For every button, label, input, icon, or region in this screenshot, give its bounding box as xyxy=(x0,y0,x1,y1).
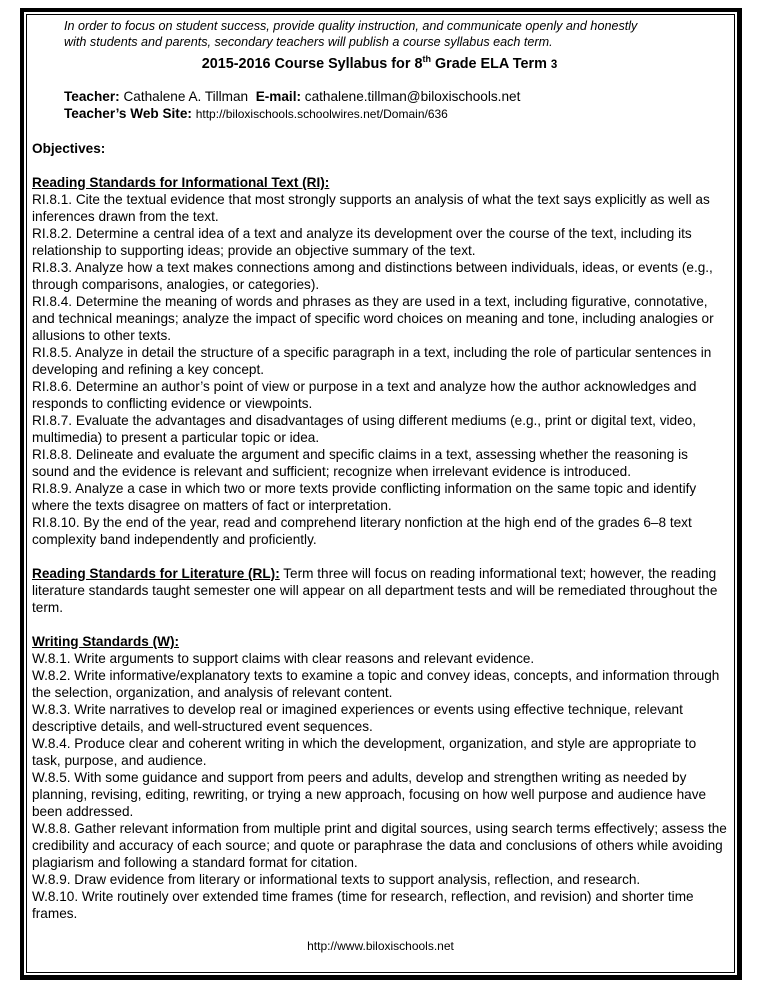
ri-heading: Reading Standards for Informational Text (RI): xyxy=(32,174,330,190)
w-heading: Writing Standards (W): xyxy=(32,633,180,649)
objectives-heading: Objectives: xyxy=(32,140,106,156)
standard-item: W.8.3. Write narratives to develop real or imagined experiences or events using effective technique, relevant descriptive details, and well-structured event sequences. xyxy=(32,701,683,734)
page-border xyxy=(20,8,742,980)
standard-item: W.8.1. Write arguments to support claims with clear reasons and relevant evidence. xyxy=(32,650,535,666)
title-term: 3 xyxy=(550,58,558,71)
standard-item: RI.8.7. Evaluate the advantages and disadvantages of using different mediums (e.g., print or digital text, video, multimedia) to present a particular topic or idea. xyxy=(32,412,696,445)
teacher-email[interactable]: cathalene.tillman@biloxischools.net xyxy=(304,88,521,104)
standard-item: RI.8.4. Determine the meaning of words and phrases as they are used in a text, including figurative, connotative, and technical meanings; analyze the impact of specific word choices on meaning and tone, including analogies or allusions to other texts. xyxy=(32,293,714,343)
document-body xyxy=(32,18,727,922)
standard-item: RI.8.8. Delineate and evaluate the argument and specific claims in a text, assessing whether the reasoning is sound and the evidence is relevant and sufficient; recognize when irrelevant evidence is introduced. xyxy=(32,446,688,479)
teacher-website-link[interactable]: http://biloxischools.schoolwires.net/Domain/636 xyxy=(195,106,448,121)
standard-item: W.8.5. With some guidance and support from peers and adults, develop and strengthen writing as needed by planning, revising, editing, rewriting, or trying a new approach, focusing on how well purpose and audience have been addressed. xyxy=(32,769,707,819)
intro-line: In order to focus on student success, provide quality instruction, and communicate openly and honestly xyxy=(64,19,638,33)
title-sup: th xyxy=(422,54,431,64)
standard-item: RI.8.3. Analyze how a text makes connections among and distinctions between individuals, ideas, or events (e.g., through comparisons, analogies, or categories). xyxy=(32,259,713,292)
intro-line: with students and parents, secondary teachers will publish a course syllabus each term. xyxy=(64,35,553,49)
standard-item: RI.8.1. Cite the textual evidence that most strongly supports an analysis of what the text says explicitly as well as inferences drawn from the text. xyxy=(32,191,710,224)
website-label: Teacher’s Web Site: xyxy=(64,105,192,121)
standard-item: RI.8.10. By the end of the year, read and comprehend literary nonfiction at the high end of the grades 6–8 text complexity band independently and proficiently. xyxy=(32,514,692,547)
teacher-label: Teacher: xyxy=(64,88,120,104)
standard-item: RI.8.6. Determine an author’s point of view or purpose in a text and analyze how the author acknowledges and responds to conflicting evidence or viewpoints. xyxy=(32,378,697,411)
standard-item: RI.8.2. Determine a central idea of a text and analyze its development over the course of the text, including its relationship to supporting ideas; provide an objective summary of the text. xyxy=(32,225,692,258)
standard-item: W.8.2. Write informative/explanatory texts to examine a topic and convey ideas, concepts, and information through the selection, organization, and analysis of relevant content. xyxy=(32,667,720,700)
teacher-info xyxy=(64,88,727,123)
standard-item: RI.8.9. Analyze a case in which two or more texts provide conflicting information on the same topic and identify where the texts disagree on matters of fact or interpretation. xyxy=(32,480,697,513)
standard-item: W.8.4. Produce clear and coherent writing in which the development, organization, and style are appropriate to task, purpose, and audience. xyxy=(32,735,697,768)
footer-link[interactable]: http://www.biloxischools.net xyxy=(307,939,454,953)
ri-standards-list xyxy=(32,191,727,548)
page-title xyxy=(32,51,727,74)
standard-item: W.8.8. Gather relevant information from multiple print and digital sources, using search terms effectively; assess the credibility and accuracy of each source; and quote or paraphrase the data and conclusions of others while avoiding plagiarism and following a standard format for citation. xyxy=(32,820,727,870)
rl-text: Term three will focus on reading informational text; however, the reading literature standards taught semester one will appear on all department tests and will be remediated throughout the term. xyxy=(32,565,718,615)
rl-section xyxy=(32,565,727,616)
teacher-name: Cathalene A. Tillman xyxy=(123,88,249,104)
email-label: E-mail: xyxy=(255,88,302,104)
standard-item: RI.8.5. Analyze in detail the structure of a specific paragraph in a text, including the role of particular sentences in developing and refining a key concept. xyxy=(32,344,712,377)
standard-item: W.8.10. Write routinely over extended time frames (time for research, reflection, and revision) and shorter time frames. xyxy=(32,888,694,921)
title-text: 2015-2016 Course Syllabus for 8 xyxy=(201,55,423,72)
standard-item: W.8.9. Draw evidence from literary or informational texts to support analysis, reflection, and research. xyxy=(32,871,641,887)
w-standards-list xyxy=(32,650,727,922)
intro-text xyxy=(64,18,727,50)
rl-heading: Reading Standards for Literature (RL): xyxy=(32,565,280,581)
title-text: Grade ELA Term xyxy=(430,55,551,72)
